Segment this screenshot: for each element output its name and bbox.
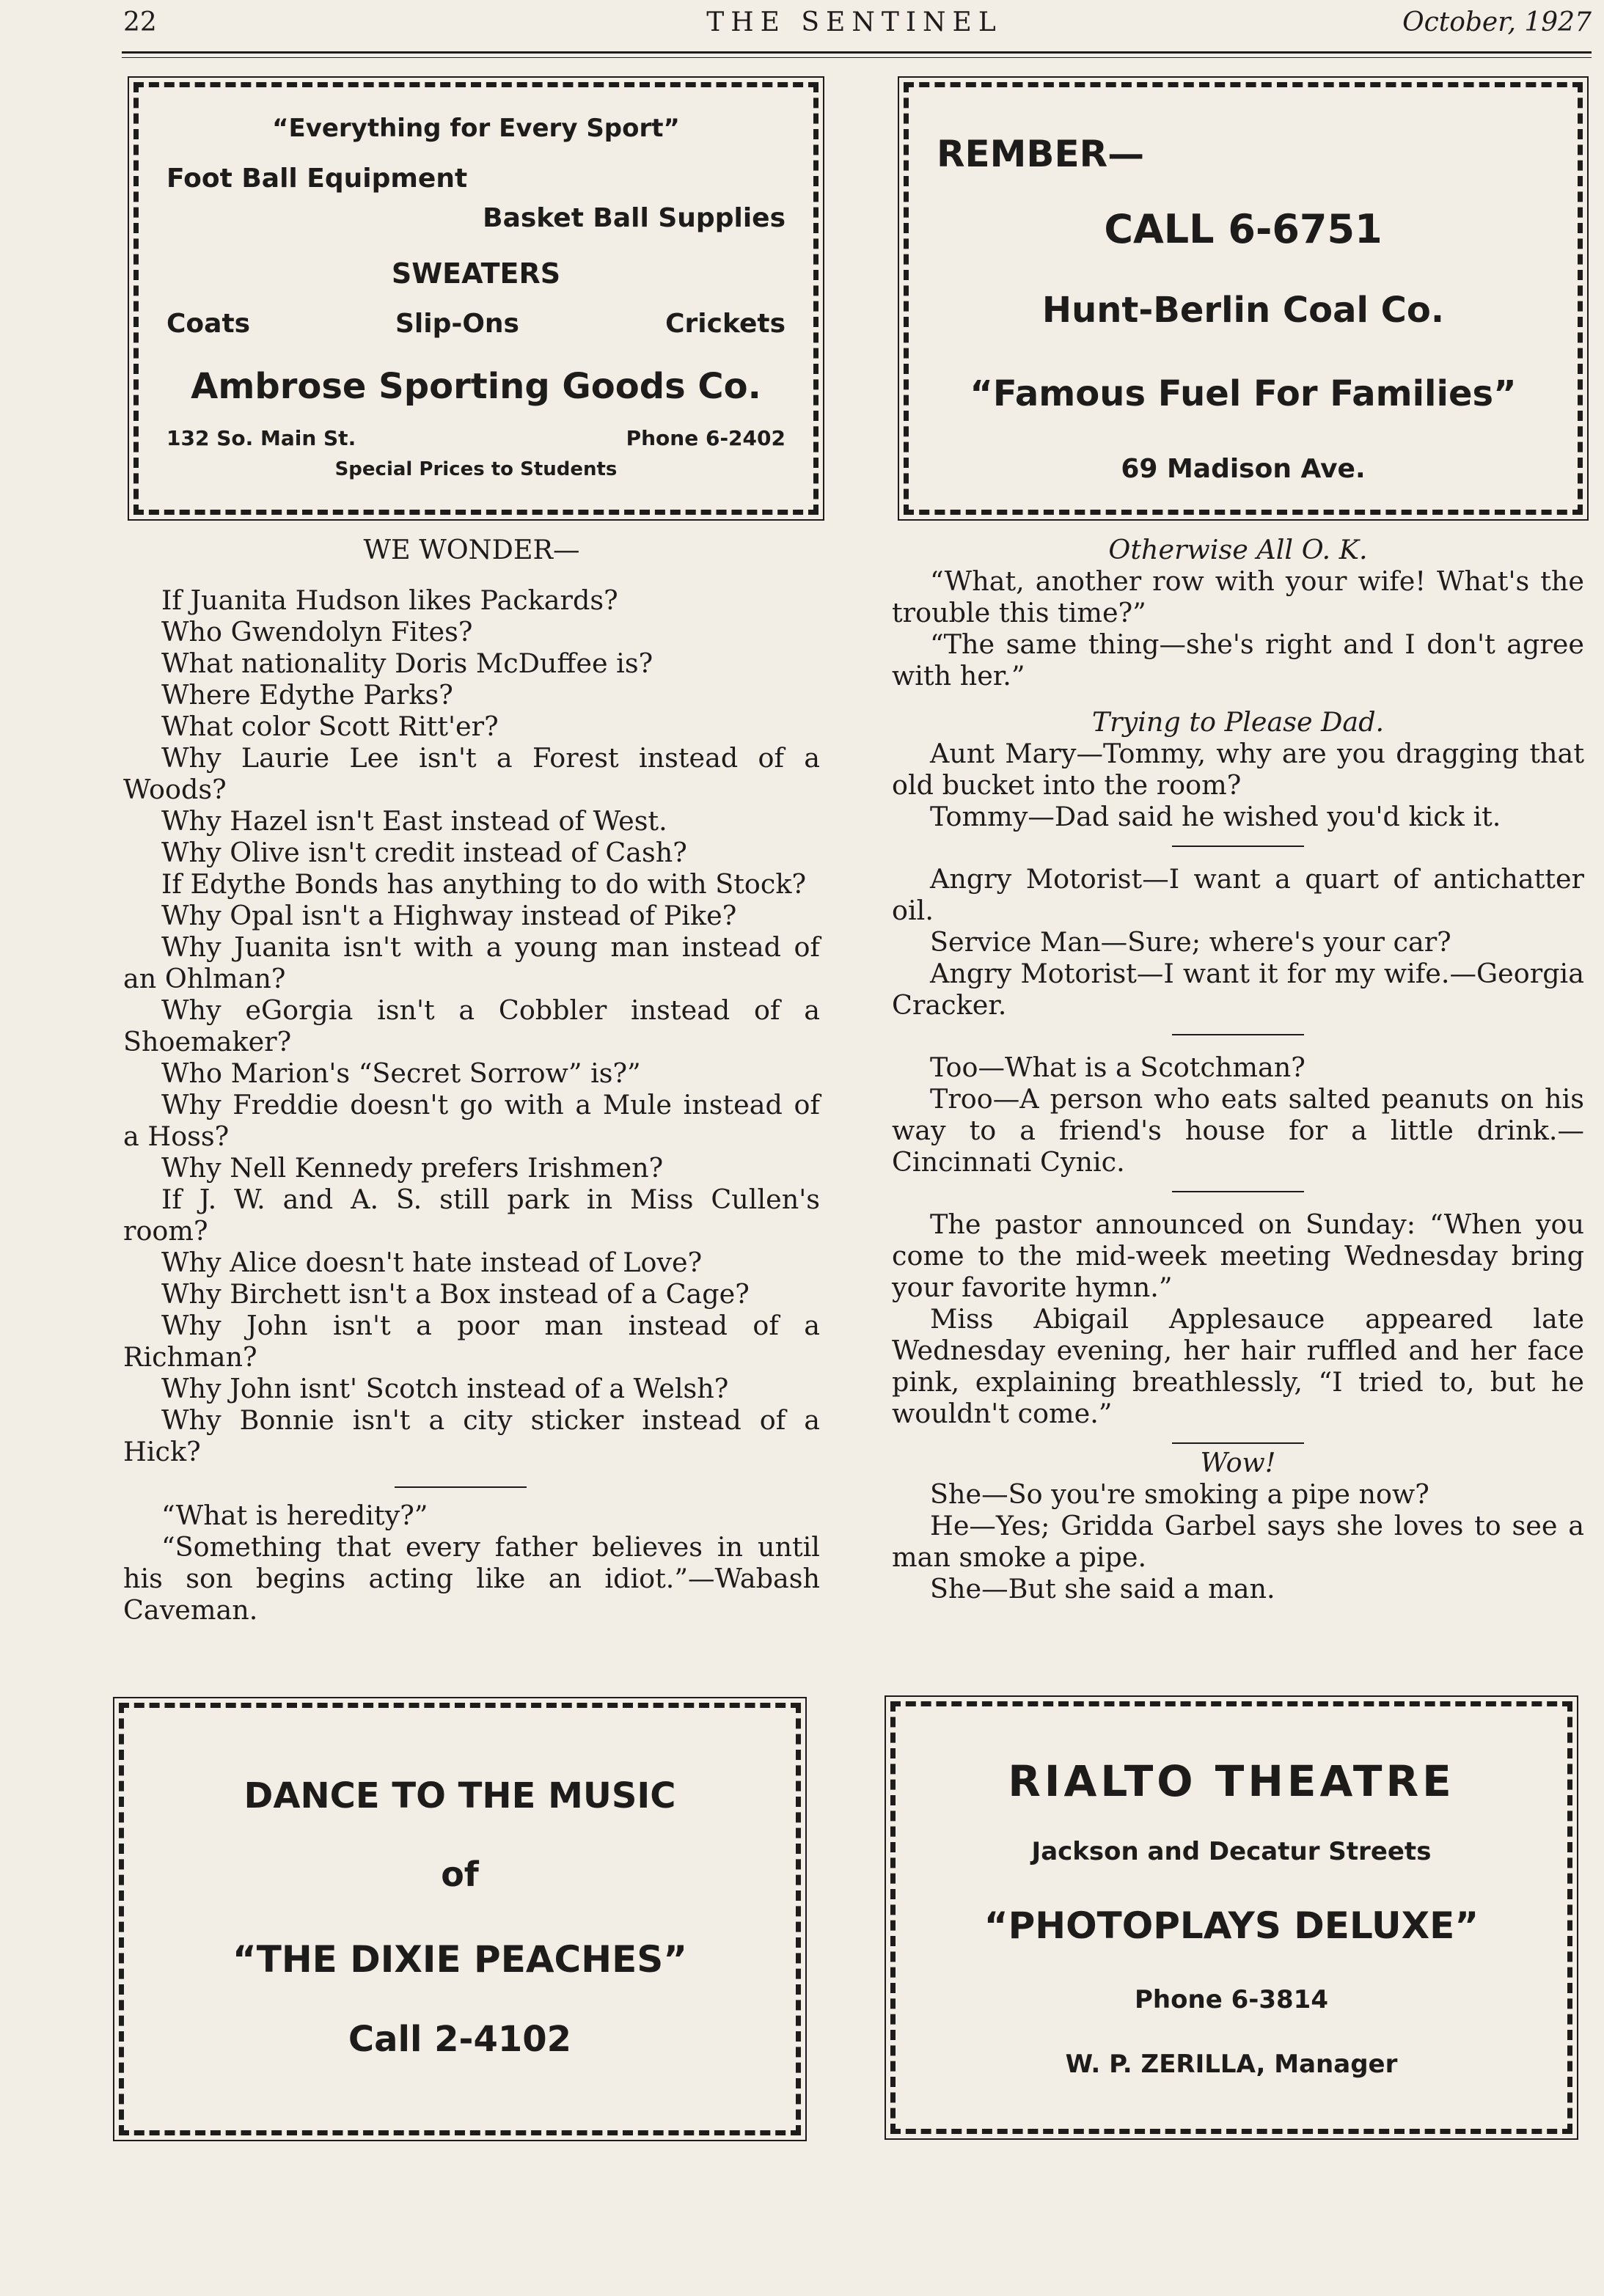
ad-dance-phone: Call 2-4102 [348, 2019, 572, 2060]
joke-line: He—Yes; Gridda Garbel says she loves to see a man smoke a pipe. [892, 1510, 1584, 1573]
wonder-item: What color Scott Ritt'er? [161, 711, 499, 742]
section-divider [1172, 1191, 1304, 1192]
ad-sweaters-line: SWEATERS [391, 257, 561, 290]
heredity-question: “What is heredity?” [161, 1500, 428, 1531]
ad-company-name: Ambrose Sporting Goods Co. [191, 366, 761, 407]
wonder-item: Why Opal isn't a Highway instead of Pike? [161, 900, 737, 931]
joke-line: Troo—A person who eats salted peanuts on his way to a friend's house for a little drink.—Cincinnati Cynic. [892, 1083, 1584, 1178]
wonder-item: If J. W. and A. S. still park in Miss Cullen's room? [123, 1184, 820, 1247]
ad-band-name: “THE DIXIE PEACHES” [232, 1938, 688, 1981]
wonder-item: Why Bonnie isn't a city sticker instead of a Hick? [123, 1404, 820, 1467]
joke-line: Angry Motorist—I want a quart of antichatter oil. [892, 863, 1584, 926]
ad-theatre-manager: W. P. ZERILLA, Manager [1065, 2050, 1398, 2079]
joke-line: She—So you're smoking a pipe now? [930, 1478, 1429, 1510]
left-column [123, 534, 820, 1626]
ad-address: 132 So. Main St. [166, 426, 356, 450]
joke-line: She—But she said a man. [930, 1573, 1275, 1604]
ad-theatre-address: Jackson and Decatur Streets [1031, 1837, 1432, 1866]
right-column [892, 534, 1584, 1604]
joke-line: The pastor announced on Sunday: “When you come to the mid-week meeting Wednesday bring your favorite hymn.” [892, 1208, 1584, 1303]
ad-theatre-phone: Phone 6-3814 [1135, 1985, 1328, 2014]
wonder-item: Where Edythe Parks? [161, 679, 453, 711]
wonder-item: If Edythe Bonds has anything to do with Stock? [161, 868, 807, 900]
heredity-answer: “Something that every father believes in until his son begins acting like an idiot.”—Wabash Caveman. [123, 1531, 820, 1626]
joke-title-wow: Wow! [1200, 1447, 1276, 1478]
section-divider [395, 1486, 527, 1488]
section-divider [1172, 1442, 1304, 1444]
ad-coats: Coats [166, 309, 251, 339]
ad-slogan: “Everything for Every Sport” [272, 114, 680, 143]
section-divider [1172, 1034, 1304, 1035]
joke-line: “What, another row with your wife! What's the trouble this time?” [892, 565, 1584, 628]
we-wonder-heading: WE WONDER— [363, 534, 580, 565]
rialto-theatre-ad [890, 1701, 1572, 2134]
page-number: 22 [123, 7, 157, 37]
ad-football-line: Foot Ball Equipment [166, 164, 468, 194]
wonder-item: Why Birchett isn't a Box instead of a Cage? [161, 1278, 750, 1310]
wonder-item: Who Gwendolyn Fites? [161, 616, 473, 648]
wonder-item: Why Nell Kennedy prefers Irishmen? [161, 1152, 664, 1184]
header-rule-thin [122, 57, 1592, 58]
wonder-item: Why Juanita isn't with a young man instead of an Ohlman? [123, 931, 820, 994]
wonder-item: Why Olive isn't credit instead of Cash? [161, 837, 687, 868]
ad-slipons: Slip-Ons [395, 309, 519, 339]
publication-title: THE SENTINEL [706, 7, 1003, 37]
joke-title-otherwise: Otherwise All O. K. [1108, 534, 1368, 565]
wonder-item: Why Hazel isn't East instead of West. [161, 805, 667, 837]
ad-theatre-slogan: “PHOTOPLAYS DELUXE” [984, 1904, 1479, 1947]
wonder-item: If Juanita Hudson likes Packards? [161, 584, 618, 616]
ad-phone: Phone 6-2402 [626, 426, 785, 450]
ad-of: of [441, 1855, 479, 1894]
ad-theatre-name: RIALTO THEATRE [1008, 1756, 1455, 1806]
wonder-item: Who Marion's “Secret Sorrow” is?” [161, 1057, 641, 1089]
wonder-item: Why John isn't a poor man instead of a Richman? [123, 1310, 820, 1373]
ad-coal-address: 69 Madison Ave. [1121, 454, 1366, 484]
wonder-item: Why Laurie Lee isn't a Forest instead of a Woods? [123, 742, 820, 805]
ad-basketball-line: Basket Ball Supplies [483, 203, 785, 233]
joke-line: Service Man—Sure; where's your car? [930, 926, 1451, 958]
ambrose-sporting-goods-ad [133, 82, 819, 515]
section-divider [1172, 846, 1304, 847]
ad-crickets: Crickets [665, 309, 785, 339]
wonder-item: Why John isnt' Scotch instead of a Welsh? [161, 1373, 729, 1404]
hunt-berlin-coal-ad [904, 82, 1583, 515]
ad-call-number: CALL 6-6751 [1104, 206, 1383, 252]
issue-date: October, 1927 [1402, 7, 1592, 37]
ad-coal-slogan: “Famous Fuel For Families” [970, 373, 1517, 414]
ad-coal-company: Hunt-Berlin Coal Co. [1041, 290, 1445, 331]
wonder-item: What nationality Doris McDuffee is? [161, 648, 653, 679]
ad-rember: REMBER— [937, 133, 1145, 175]
wonder-item: Why eGorgia isn't a Cobbler instead of a Shoemaker? [123, 994, 820, 1057]
dixie-peaches-dance-ad [119, 1703, 801, 2135]
joke-title-dad: Trying to Please Dad. [1091, 706, 1385, 738]
joke-line: “The same thing—she's right and I don't agree with her.” [892, 628, 1584, 692]
joke-line: Angry Motorist—I want it for my wife.—Georgia Cracker. [892, 958, 1584, 1021]
joke-line: Too—What is a Scotchman? [930, 1052, 1305, 1083]
wonder-item: Why Alice doesn't hate instead of Love? [161, 1247, 703, 1278]
wonder-item: Why Freddie doesn't go with a Mule instead of a Hoss? [123, 1089, 820, 1152]
joke-line: Miss Abigail Applesauce appeared late Wednesday evening, her hair ruffled and her face pink, explaining breathlessly, “I tried to, but he wouldn't come.” [892, 1303, 1584, 1429]
we-wonder-list [123, 584, 820, 1467]
ad-student-note: Special Prices to Students [334, 458, 618, 480]
joke-line: Tommy—Dad said he wished you'd kick it. [930, 801, 1501, 832]
joke-line: Aunt Mary—Tommy, why are you dragging that old bucket into the room? [892, 738, 1584, 801]
page-header [117, 3, 1592, 47]
ad-dance-line: DANCE TO THE MUSIC [243, 1775, 676, 1816]
header-rule [122, 51, 1592, 54]
